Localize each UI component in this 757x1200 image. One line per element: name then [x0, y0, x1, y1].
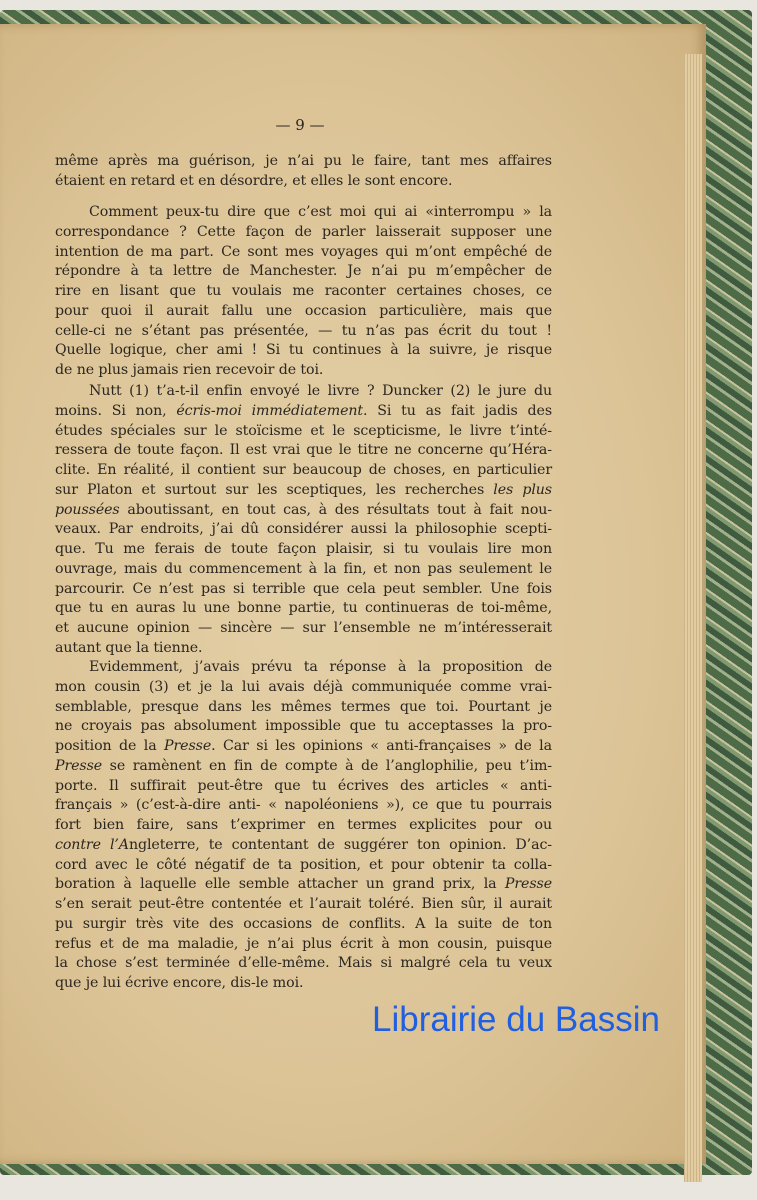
text-segment: Comment peux-tu dire que c’est moi qui ai «interrompu » la [89, 204, 552, 220]
italic-text: Presse [504, 876, 552, 893]
text-line [55, 836, 552, 855]
page-edges [684, 54, 702, 1182]
text-segment: cord avec le côté négatif de ta position, et pour obtenir ta colla- [55, 856, 552, 873]
text-segment: Quelle logique, cher ami ! Si tu continues à la suivre, je risque [55, 342, 552, 359]
text-line [55, 777, 552, 796]
text-line [55, 717, 552, 736]
text-segment: étaient en retard et en désordre, et elles le sont encore. [55, 172, 453, 189]
text-line [55, 599, 552, 618]
text-line [55, 757, 552, 776]
text-line [55, 341, 552, 360]
text-segment: semblable, presque dans les mêmes termes que toi. Pourtant je [55, 698, 552, 715]
text-line [55, 302, 552, 321]
text-line [55, 796, 552, 815]
text-line [55, 974, 552, 993]
italic-text: Presse [164, 738, 212, 754]
text-line [55, 501, 552, 520]
text-segment: Nutt (1) t’a-t-il enfin envoyé le livre ? Duncker (2) le jure du [89, 383, 552, 399]
text-segment: parcourir. Ce n’est pas si terrible que cela peut sembler. Une fois [55, 580, 552, 597]
text-line [55, 203, 552, 222]
text-segment: clite. En réalité, il contient sur beaucoup de choses, en particulier [55, 462, 552, 478]
text-line [55, 322, 552, 341]
text-segment: intention de ma part. Ce sont mes voyages qui m’ont empêché de [55, 243, 552, 260]
text-segment: et aucune opinion — sincère — sur l’ensemble ne m’intéresserait [55, 620, 552, 636]
text-segment: s’en serait peut-être contentée et l’aurait toléré. Bien sûr, il aurait [55, 896, 552, 912]
text-segment: même après ma guérison, je n’ai pu le faire, tant mes affaires [55, 153, 552, 169]
text-line [55, 935, 552, 954]
text-line [55, 816, 552, 835]
text-line [55, 461, 552, 480]
text-segment: répondre à ta lettre de Manchester. Je n’ai pu m’empêcher de [55, 263, 552, 280]
watermark: Librairie du Bassin [372, 1000, 660, 1039]
text-line [55, 441, 552, 460]
italic-text: contre l’A [55, 836, 129, 853]
text-segment: moins. Si non, [55, 402, 177, 419]
text-line [55, 520, 552, 539]
text-line [55, 402, 552, 421]
text-segment: position de la [55, 738, 165, 754]
text-segment: porte. Il suffirait peut-être que tu écrives des articles « anti- [55, 777, 552, 794]
text-segment: rire en lisant que tu voulais me raconter certaines choses, ce [55, 283, 552, 299]
page-number: — 9 — [275, 116, 325, 134]
text-segment: refus et de ma maladie, je n’ai plus écrit à mon cousin, puisque [55, 935, 552, 952]
text-line [55, 282, 552, 301]
text-line [55, 540, 552, 559]
text-line [55, 658, 552, 677]
text-segment: études spéciales sur le stoïcisme et le scepticisme, le livre t’inté- [55, 422, 552, 439]
text-line [55, 172, 552, 191]
text-line [55, 954, 552, 973]
text-segment: aboutissant, en tout cas, à des résultats tout à fait nou- [119, 501, 552, 518]
text-segment: veaux. Par endroits, j’ai dû considérer aussi la philosophie scepti- [55, 521, 552, 538]
italic-text: écris-moi immédiatement [176, 402, 364, 419]
text-line [55, 915, 552, 934]
text-line [55, 678, 552, 697]
text-segment: de ne plus jamais rien recevoir de toi. [55, 362, 324, 378]
italic-text: poussées [55, 501, 120, 518]
text-segment: la chose s’est terminée d’elle-même. Mais si malgré cela tu veux [55, 955, 552, 972]
text-segment: se ramènent en fin de compte à de l’anglophilie, peu t’im- [102, 757, 552, 774]
text-line [55, 737, 552, 756]
text-segment: . Car si les opinions « anti-françaises » de la [211, 738, 552, 754]
text-segment: que. Tu me ferais de toute façon plaisir, si tu voulais lire mon [55, 541, 552, 557]
text-segment: français » (c’est-à-dire anti- « napoléoniens »), ce que tu pourrais [55, 797, 552, 814]
book-page [0, 24, 706, 1164]
text-line [55, 152, 552, 171]
text-segment: Evidemment, j’avais prévu ta réponse à la proposition de [89, 659, 552, 675]
text-segment: que tu en auras lu une bonne partie, tu continueras de toi-même, [55, 600, 552, 617]
text-segment: pour quoi il aurait fallu une occasion particulière, mais que [55, 302, 552, 319]
text-segment: celle-ci ne s’étant pas présentée, — tu n’as pas écrit du tout ! [55, 322, 552, 339]
text-segment: . Si tu as fait jadis des [363, 402, 552, 419]
text-line [55, 262, 552, 281]
text-line [55, 895, 552, 914]
text-line [55, 856, 552, 875]
text-line [55, 223, 552, 242]
text-segment: que je lui écrive encore, dis-le moi. [55, 975, 304, 991]
italic-text: Presse [55, 757, 103, 774]
text-segment: fort bien faire, sans t’exprimer en termes explicites pour ou [55, 817, 552, 833]
text-segment: boration à laquelle elle semble attacher un grand prix, la [55, 876, 505, 893]
text-segment: ngleterre, te contentant de suggérer ton opinion. D’ac- [128, 836, 552, 853]
italic-text: les plus [493, 481, 552, 498]
text-line [55, 619, 552, 638]
text-segment: sur Platon et surtout sur les sceptiques, les recherches [55, 481, 494, 498]
text-line [55, 698, 552, 717]
text-line [55, 481, 552, 500]
text-line [55, 243, 552, 262]
text-segment: ouvrage, mais du commencement à la fin, et non pas seulement le [55, 560, 552, 577]
text-line [55, 560, 552, 579]
text-segment: pu surgir très vite des occasions de conflits. A la suite de ton [55, 915, 552, 932]
text-segment: autant que la tienne. [55, 639, 203, 656]
text-segment: ne croyais pas absolument impossible que tu acceptasses la pro- [55, 718, 552, 735]
text-line [55, 422, 552, 441]
text-line [55, 875, 552, 894]
text-line [55, 580, 552, 599]
text-line [55, 382, 552, 401]
text-line [55, 361, 552, 380]
text-segment: ressera de toute façon. Il est vrai que le titre ne concerne qu’Héra- [55, 442, 552, 459]
text-line [55, 639, 552, 658]
text-segment: mon cousin (3) et je la lui avais déjà communiquée comme vrai- [55, 678, 552, 695]
text-segment: correspondance ? Cette façon de parler laisserait supposer une [55, 223, 552, 240]
